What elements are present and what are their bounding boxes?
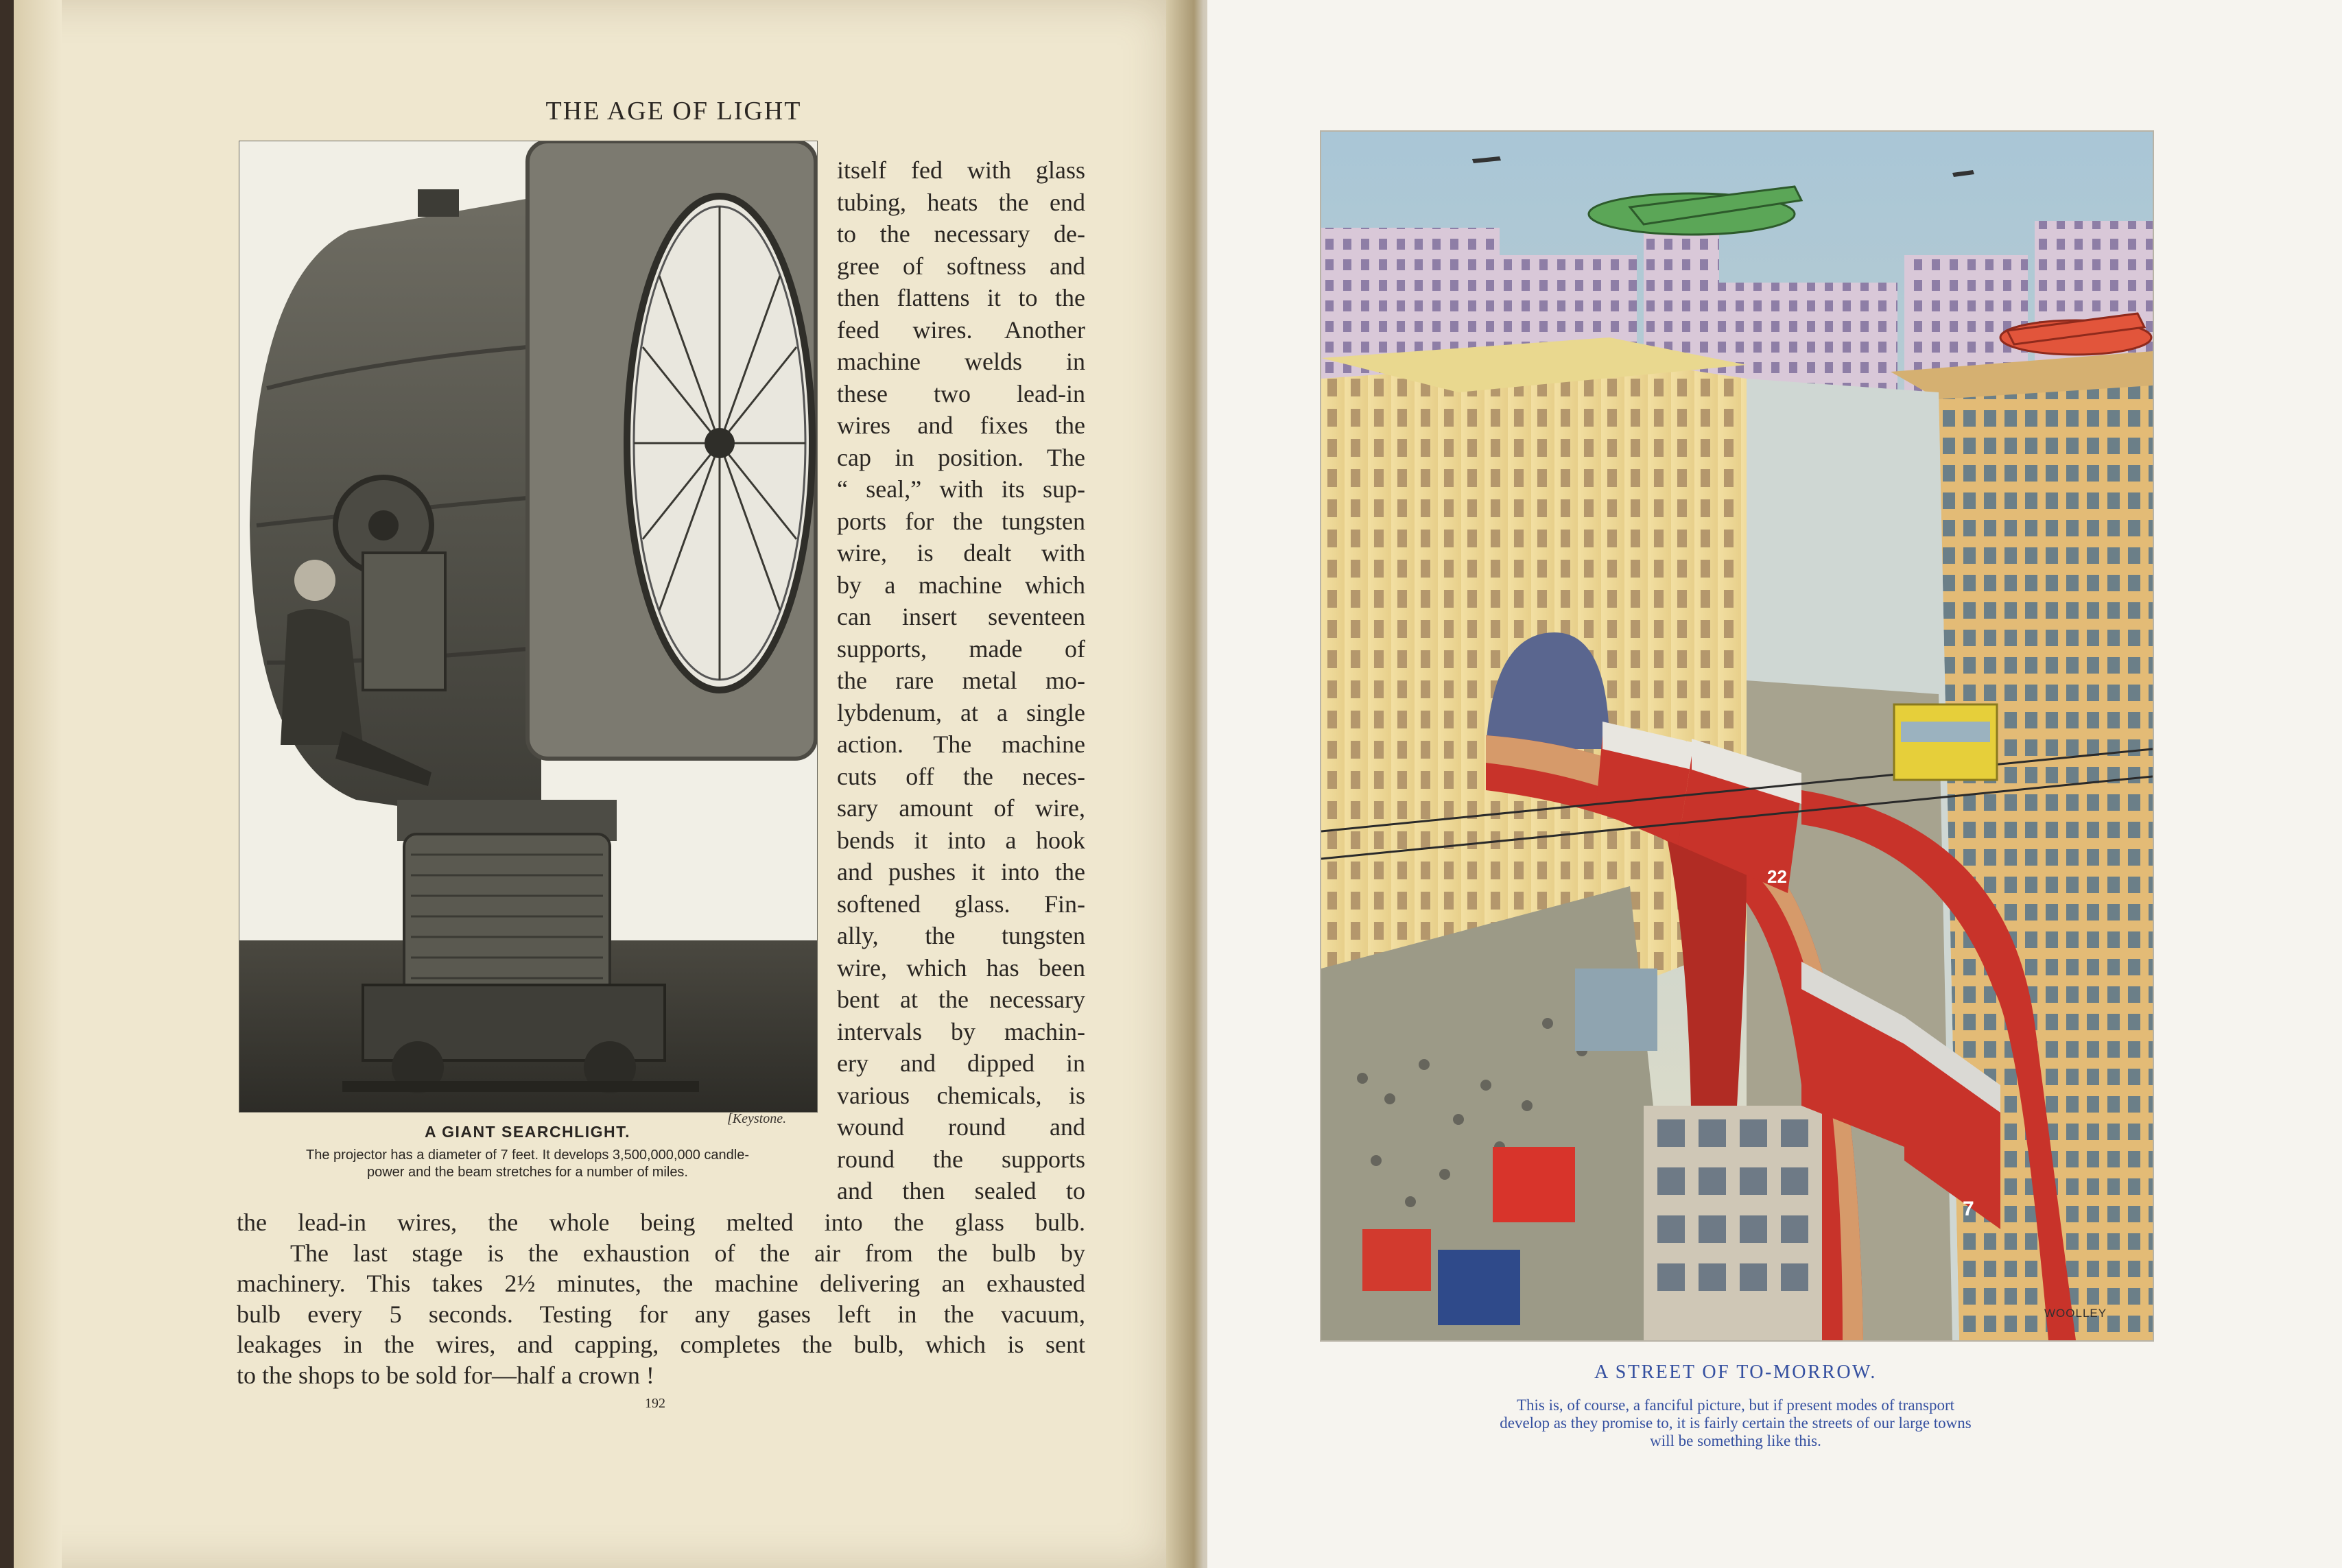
body-text-line: softened glass. Fin- bbox=[837, 890, 1085, 918]
plate-caption-line: This is, of course, a fanciful picture, but if present modes of transport bbox=[1516, 1397, 1955, 1414]
body-text-line: feed wires. Another bbox=[837, 316, 1085, 344]
running-head: THE AGE OF LIGHT bbox=[545, 97, 802, 126]
tram-number: 22 bbox=[1767, 866, 1787, 887]
body-text-line: cap in position. The bbox=[837, 443, 1085, 471]
body-text-line: bulb every 5 seconds. Testing for any gases left in the vacuum, bbox=[237, 1300, 1085, 1328]
body-text-line: bends it into a hook bbox=[837, 826, 1085, 854]
plate-caption-line: develop as they promise to, it is fairly certain the streets of our large towns bbox=[1500, 1414, 1972, 1432]
photo-caption-line: power and the beam stretches for a number of miles. bbox=[366, 1165, 688, 1180]
body-text-line: wires and fixes the bbox=[837, 412, 1085, 439]
body-text-line: can insert seventeen bbox=[837, 603, 1085, 630]
body-text-line: then flattens it to the bbox=[837, 284, 1085, 311]
body-text-line: lybdenum, at a single bbox=[837, 698, 1085, 726]
body-text-column bbox=[837, 154, 1085, 1207]
body-text-line: ally, the tungsten bbox=[837, 922, 1085, 949]
photo-caption-title: A GIANT SEARCHLIGHT. bbox=[424, 1123, 631, 1141]
body-text-line: ery and dipped in bbox=[837, 1049, 1085, 1077]
body-text-line: supports, made of bbox=[837, 634, 1085, 663]
artist-signature: WOOLLEY bbox=[2044, 1307, 2107, 1320]
street-of-tomorrow-illustration bbox=[1320, 130, 2154, 1342]
plate-caption-line: will be something like this. bbox=[1650, 1432, 1821, 1449]
body-text-line: ports for the tungsten bbox=[837, 507, 1085, 535]
body-text-line: various chemicals, is bbox=[837, 1081, 1085, 1109]
body-text-line: round the supports bbox=[837, 1145, 1085, 1173]
photo-caption bbox=[239, 1147, 816, 1181]
body-text-line: tubing, heats the end bbox=[837, 188, 1085, 216]
body-text-line: and then sealed to bbox=[837, 1177, 1085, 1204]
body-text-line: the rare metal mo- bbox=[837, 667, 1085, 694]
body-text-line: by a machine which bbox=[837, 571, 1085, 599]
body-text-line: and pushes it into the bbox=[837, 858, 1085, 886]
page-number: 192 bbox=[645, 1396, 665, 1411]
body-text-line: machine welds in bbox=[837, 348, 1085, 375]
photo-credit: [Keystone. bbox=[727, 1111, 787, 1126]
photo-caption-line: The projector has a diameter of 7 feet. It develops 3,500,000,000 candle- bbox=[306, 1148, 749, 1163]
plate-caption bbox=[1427, 1397, 2044, 1450]
body-text-line: sary amount of wire, bbox=[837, 794, 1085, 822]
body-text-line: leakages in the wires, and capping, completes the bulb, which is sent bbox=[237, 1331, 1085, 1358]
body-text-line: to the shops to be sold for—half a crown ! bbox=[237, 1361, 654, 1389]
body-text-line: the lead-in wires, the whole being melted into the glass bulb. bbox=[237, 1209, 1085, 1236]
body-text-line: The last stage is the exhaustion of the air from the bulb by bbox=[290, 1239, 1085, 1267]
body-text-line: wound round and bbox=[837, 1113, 1085, 1141]
body-text-line: cuts off the neces- bbox=[837, 762, 1085, 790]
body-text-line: to the necessary de- bbox=[837, 220, 1085, 248]
body-text-line: “ seal,” with its sup- bbox=[837, 475, 1085, 503]
body-text-line: intervals by machin- bbox=[837, 1017, 1085, 1045]
body-text-line: gree of softness and bbox=[837, 252, 1085, 280]
body-text-full-width bbox=[237, 1207, 1085, 1390]
body-text-line: these two lead-in bbox=[837, 379, 1085, 407]
body-text-line: wire, which has been bbox=[837, 953, 1085, 982]
plate-title: A STREET OF TO-MORROW. bbox=[1594, 1362, 1877, 1383]
body-text-line: itself fed with glass bbox=[837, 156, 1085, 184]
body-text-line: wire, is dealt with bbox=[837, 539, 1085, 567]
searchlight-photo bbox=[239, 141, 818, 1113]
body-text-line: machinery. This takes 2½ minutes, the machine delivering an exhausted bbox=[237, 1270, 1085, 1297]
body-text-line: action. The machine bbox=[837, 730, 1085, 758]
body-text-line: bent at the necessary bbox=[837, 986, 1085, 1013]
tram-number: 7 bbox=[1963, 1198, 1974, 1220]
